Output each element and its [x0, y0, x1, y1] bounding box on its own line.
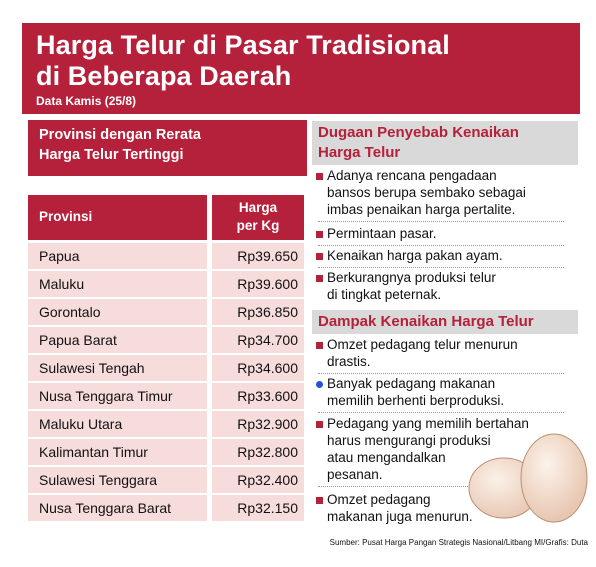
list-divider: [318, 267, 564, 268]
table-row-province: Kalimantan Timur: [39, 444, 148, 460]
table-row-price: Rp34.600: [237, 360, 298, 376]
list-item-line: bansos berupa sembako sebagai: [327, 185, 526, 200]
table-row-province: Gorontalo: [39, 304, 101, 320]
list-item-line: Omzet pedagang telur menurun: [327, 337, 518, 352]
table-row-province: Nusa Tenggara Barat: [39, 500, 172, 516]
eggs-icon: [466, 426, 592, 526]
table-row-province: Sulawesi Tenggara: [39, 472, 158, 488]
table-row-province: Papua: [39, 248, 80, 264]
list-item-line: Adanya rencana pengadaan: [327, 168, 497, 183]
page-subtitle: Data Kamis (25/8): [36, 94, 137, 108]
impacts-title: Dampak Kenaikan Harga Telur: [318, 313, 534, 330]
table-title-line-2: Harga Telur Tertinggi: [39, 147, 184, 163]
bullet-icon: [316, 342, 323, 349]
list-item-line: Banyak pedagang makanan: [327, 376, 496, 391]
list-item-line: imbas penaikan harga pertalite.: [327, 202, 516, 217]
table-row-province: Nusa Tenggara Timur: [39, 388, 173, 404]
table-row-price: Rp39.650: [237, 248, 298, 264]
list-item-line: makanan juga menurun.: [327, 509, 473, 524]
bullet-icon: [316, 231, 323, 238]
list-item-line: di tingkat peternak.: [327, 287, 442, 302]
source-credit: Sumber: Pusat Harga Pangan Strategis Nasional/Litbang MI/Grafis: Duta: [329, 538, 588, 547]
page-title-line-1: Harga Telur di Pasar Tradisional: [36, 30, 450, 60]
table-row-price: Rp32.150: [237, 500, 298, 516]
list-divider: [318, 221, 564, 222]
list-divider: [318, 373, 564, 374]
table-row-price: Rp39.600: [237, 276, 298, 292]
causes-title-line-2: Harga Telur: [318, 144, 401, 161]
list-item-line: drastis.: [327, 354, 371, 369]
table-header-price-line-1: Harga: [238, 200, 278, 215]
bullet-icon: [316, 253, 323, 260]
list-item-line: Pedagang yang memilih bertahan: [327, 416, 529, 431]
table-row-price: Rp32.800: [237, 444, 298, 460]
list-divider: [318, 412, 564, 413]
table-row-province: Maluku: [39, 276, 85, 292]
blue-bullet-icon: [316, 381, 323, 388]
table-row-province: Papua Barat: [39, 332, 117, 348]
list-item-line: Kenaikan harga pakan ayam.: [327, 248, 503, 263]
table-header-province: Provinsi: [39, 209, 93, 224]
list-item-line: Omzet pedagang: [327, 492, 431, 507]
list-divider: [318, 245, 564, 246]
page-title-line-2: di Beberapa Daerah: [36, 61, 292, 91]
list-item-line: Permintaan pasar.: [327, 226, 437, 241]
table-row-price: Rp32.900: [237, 416, 298, 432]
list-item-line: pesanan.: [327, 467, 383, 482]
table-header-price-line-2: per Kg: [236, 218, 280, 233]
list-item-line: memilih berhenti berproduksi.: [327, 393, 505, 408]
bullet-icon: [316, 173, 323, 180]
bullet-icon: [316, 497, 323, 504]
list-item-line: Berkurangnya produksi telur: [327, 270, 496, 285]
bullet-icon: [316, 421, 323, 428]
bullet-icon: [316, 275, 323, 282]
table-row-price: Rp34.700: [237, 332, 298, 348]
table-row-price: Rp36.850: [237, 304, 298, 320]
list-item-line: atau mengandalkan: [327, 450, 446, 465]
table-row-province: Sulawesi Tengah: [39, 360, 145, 376]
causes-title-line-1: Dugaan Penyebab Kenaikan: [318, 124, 519, 141]
table-row-province: Maluku Utara: [39, 416, 123, 432]
table-title-line-1: Provinsi dengan Rerata: [39, 127, 201, 143]
table-row-price: Rp32.400: [237, 472, 298, 488]
table-row-price: Rp33.600: [237, 388, 298, 404]
list-item-line: harus mengurangi produksi: [327, 433, 491, 448]
